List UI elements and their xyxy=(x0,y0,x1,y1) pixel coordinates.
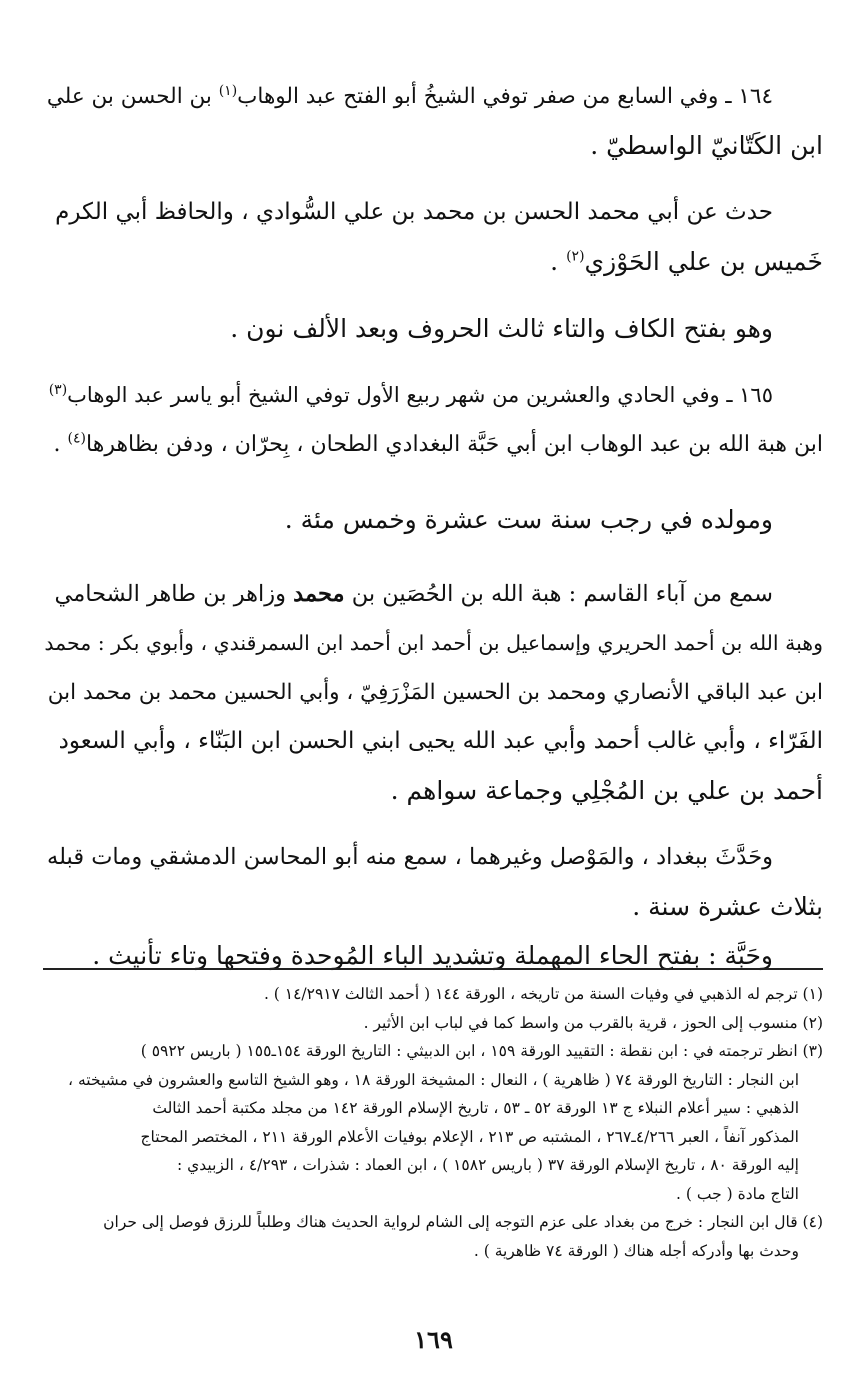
footnote-3-line-6: التاج مادة ( جب ) . xyxy=(676,1184,799,1203)
page-number: ١٦٩ xyxy=(414,1325,453,1354)
footnote-ref-2[interactable]: (٢) xyxy=(566,248,585,265)
paragraph-165c-line-3: ابن عبد الباقي الأنصاري ومحمد بن الحسين المَزْرَفِيّ ، وأبي الحسين محمد بن محمد ابن xyxy=(47,680,823,705)
paragraph-165e-line-1: وحَبَّة : بفتح الحاء المهملة وتشديد الباء المُوحدة وفتحها وتاء تأنيث . xyxy=(92,941,773,970)
entry-165-line-1: ١٦٥ ـ وفي الحادي والعشرين من شهر ربيع الأول توفي الشيخ أبو ياسر عبد الوهاب$^{(٣)}$ xyxy=(48,382,773,407)
footnote-3-line-5: إليه الورقة ٨٠ ، تاريخ الإسلام الورقة ٣٧ ( باريس ١٥٨٢ ) ، ابن العماد : شذرات ، ٤/٢٩٣ ، الزبيدي : xyxy=(177,1156,799,1174)
footnote-1: (١) ترجم له الذهبي في وفيات السنة من تاريخه ، الورقة ١٤٤ ( أحمد الثالث ١٤/٢٩١٧ ) . xyxy=(263,985,823,1003)
paragraph-164b-line-1: حدث عن أبي محمد الحسن بن محمد بن علي السُّوادي ، والحافظ أبي الكرم xyxy=(55,199,773,225)
footnote-2: (٢) منسوب إلى الحوز ، قرية بالقرب من واسط كما في لباب ابن الأثير . xyxy=(363,1013,823,1032)
footnote-3-line-3: الذهبي : سير أعلام النبلاء ج ١٣ الورقة ٥٢ ـ ٥٣ ، تاريخ الإسلام الورقة ١٤٢ من مجلد مكتبة أحمد الثالث xyxy=(152,1099,799,1117)
paragraph-164b-line-2: خَميس بن علي الحَوْزي$^{(٢)}$ . xyxy=(550,247,823,276)
paragraph-165d-line-2: بثلاث عشرة سنة . xyxy=(632,892,823,921)
main-text xyxy=(43,72,823,980)
footnotes xyxy=(38,980,823,1265)
footnote-ref-1[interactable]: (١) xyxy=(218,82,238,99)
footnote-4-line-2: وحدث بها وأدركه أجله هناك ( الورقة ٧٤ ظاهرية ) . xyxy=(473,1241,799,1260)
paragraph-165c-line-5: أحمد بن علي بن المُجْلِي وجماعة سواهم . xyxy=(390,776,823,805)
footnote-ref-3[interactable]: (٣) xyxy=(48,382,68,398)
footnote-4-line-1: (٤) قال ابن النجار : خرج من بغداد على عزم التوجه إلى الشام لرواية الحديث هناك وطلباً للرزق فوصل إلى حران xyxy=(103,1213,823,1231)
paragraph-165d-line-1: وحَدَّثَ ببغداد ، والمَوْصل وغيرهما ، سمع منه أبو المحاسن الدمشقي ومات قبله xyxy=(47,844,773,870)
footnote-separator xyxy=(43,968,823,970)
paragraph-165c-line-2: وهبة الله بن أحمد الحريري وإسماعيل بن أحمد ابن أحمد ابن السمرقندي ، وأبوي بكر : محمد xyxy=(44,631,823,655)
footnote-3-line-1: (٣) انظر ترجمته في : ابن نقطة : التقييد الورقة ١٥٩ ، ابن الدبيثي : التاريخ الورقة ١٥٤ـ١٥٥ ( باريس ٥٩٢٢ ) xyxy=(140,1042,823,1060)
paragraph-165c-line-1: سمع من آباء القاسم : هبة الله بن الحُصَين بن محمد وزاهر بن طاهر الشحامي xyxy=(54,581,773,607)
footnote-ref-4[interactable]: (٤) xyxy=(67,430,87,447)
entry-164-line-1: ١٦٤ ـ وفي السابع من صفر توفي الشيخُ أبو الفتح عبد الوهاب$^{(١)}$ بن الحسن بن علي xyxy=(46,82,773,109)
entry-165-line-2: ابن هبة الله بن عبد الوهاب ابن أبي حَبَّة البغدادي الطحان ، بِحرّان ، ودفن بظاهرها$^{(٤)}$ . xyxy=(53,430,823,457)
paragraph-165b-line-1: ومولده في رجب سنة ست عشرة وخمس مئة . xyxy=(284,505,773,534)
paragraph-164c-line-1: وهو بفتح الكاف والتاء ثالث الحروف وبعد الألف نون . xyxy=(230,314,773,343)
footnote-3-line-4: المذكور آنفاً ، العبر ٤/٢٦٦ـ٢٦٧ ، المشتبه ص ٢١٣ ، الإعلام بوفيات الأعلام الورقة ٢١١ ، المختصر المحتاج xyxy=(140,1127,799,1146)
entry-164-line-2: ابن الكَتّانيّ الواسطيّ . xyxy=(590,131,823,160)
paragraph-165c-line-4: الفَرّاء ، وأبي غالب أحمد وأبي عبد الله يحيى ابني الحسن ابن البَنّاء ، وأبي السعود xyxy=(58,728,823,754)
footnote-3-line-2: ابن النجار : التاريخ الورقة ٧٤ ( ظاهرية ) ، النعال : المشيخة الورقة ١٨ ، وهو الشيخ التاسع والعشرون في مشيخته ، xyxy=(68,1070,799,1089)
